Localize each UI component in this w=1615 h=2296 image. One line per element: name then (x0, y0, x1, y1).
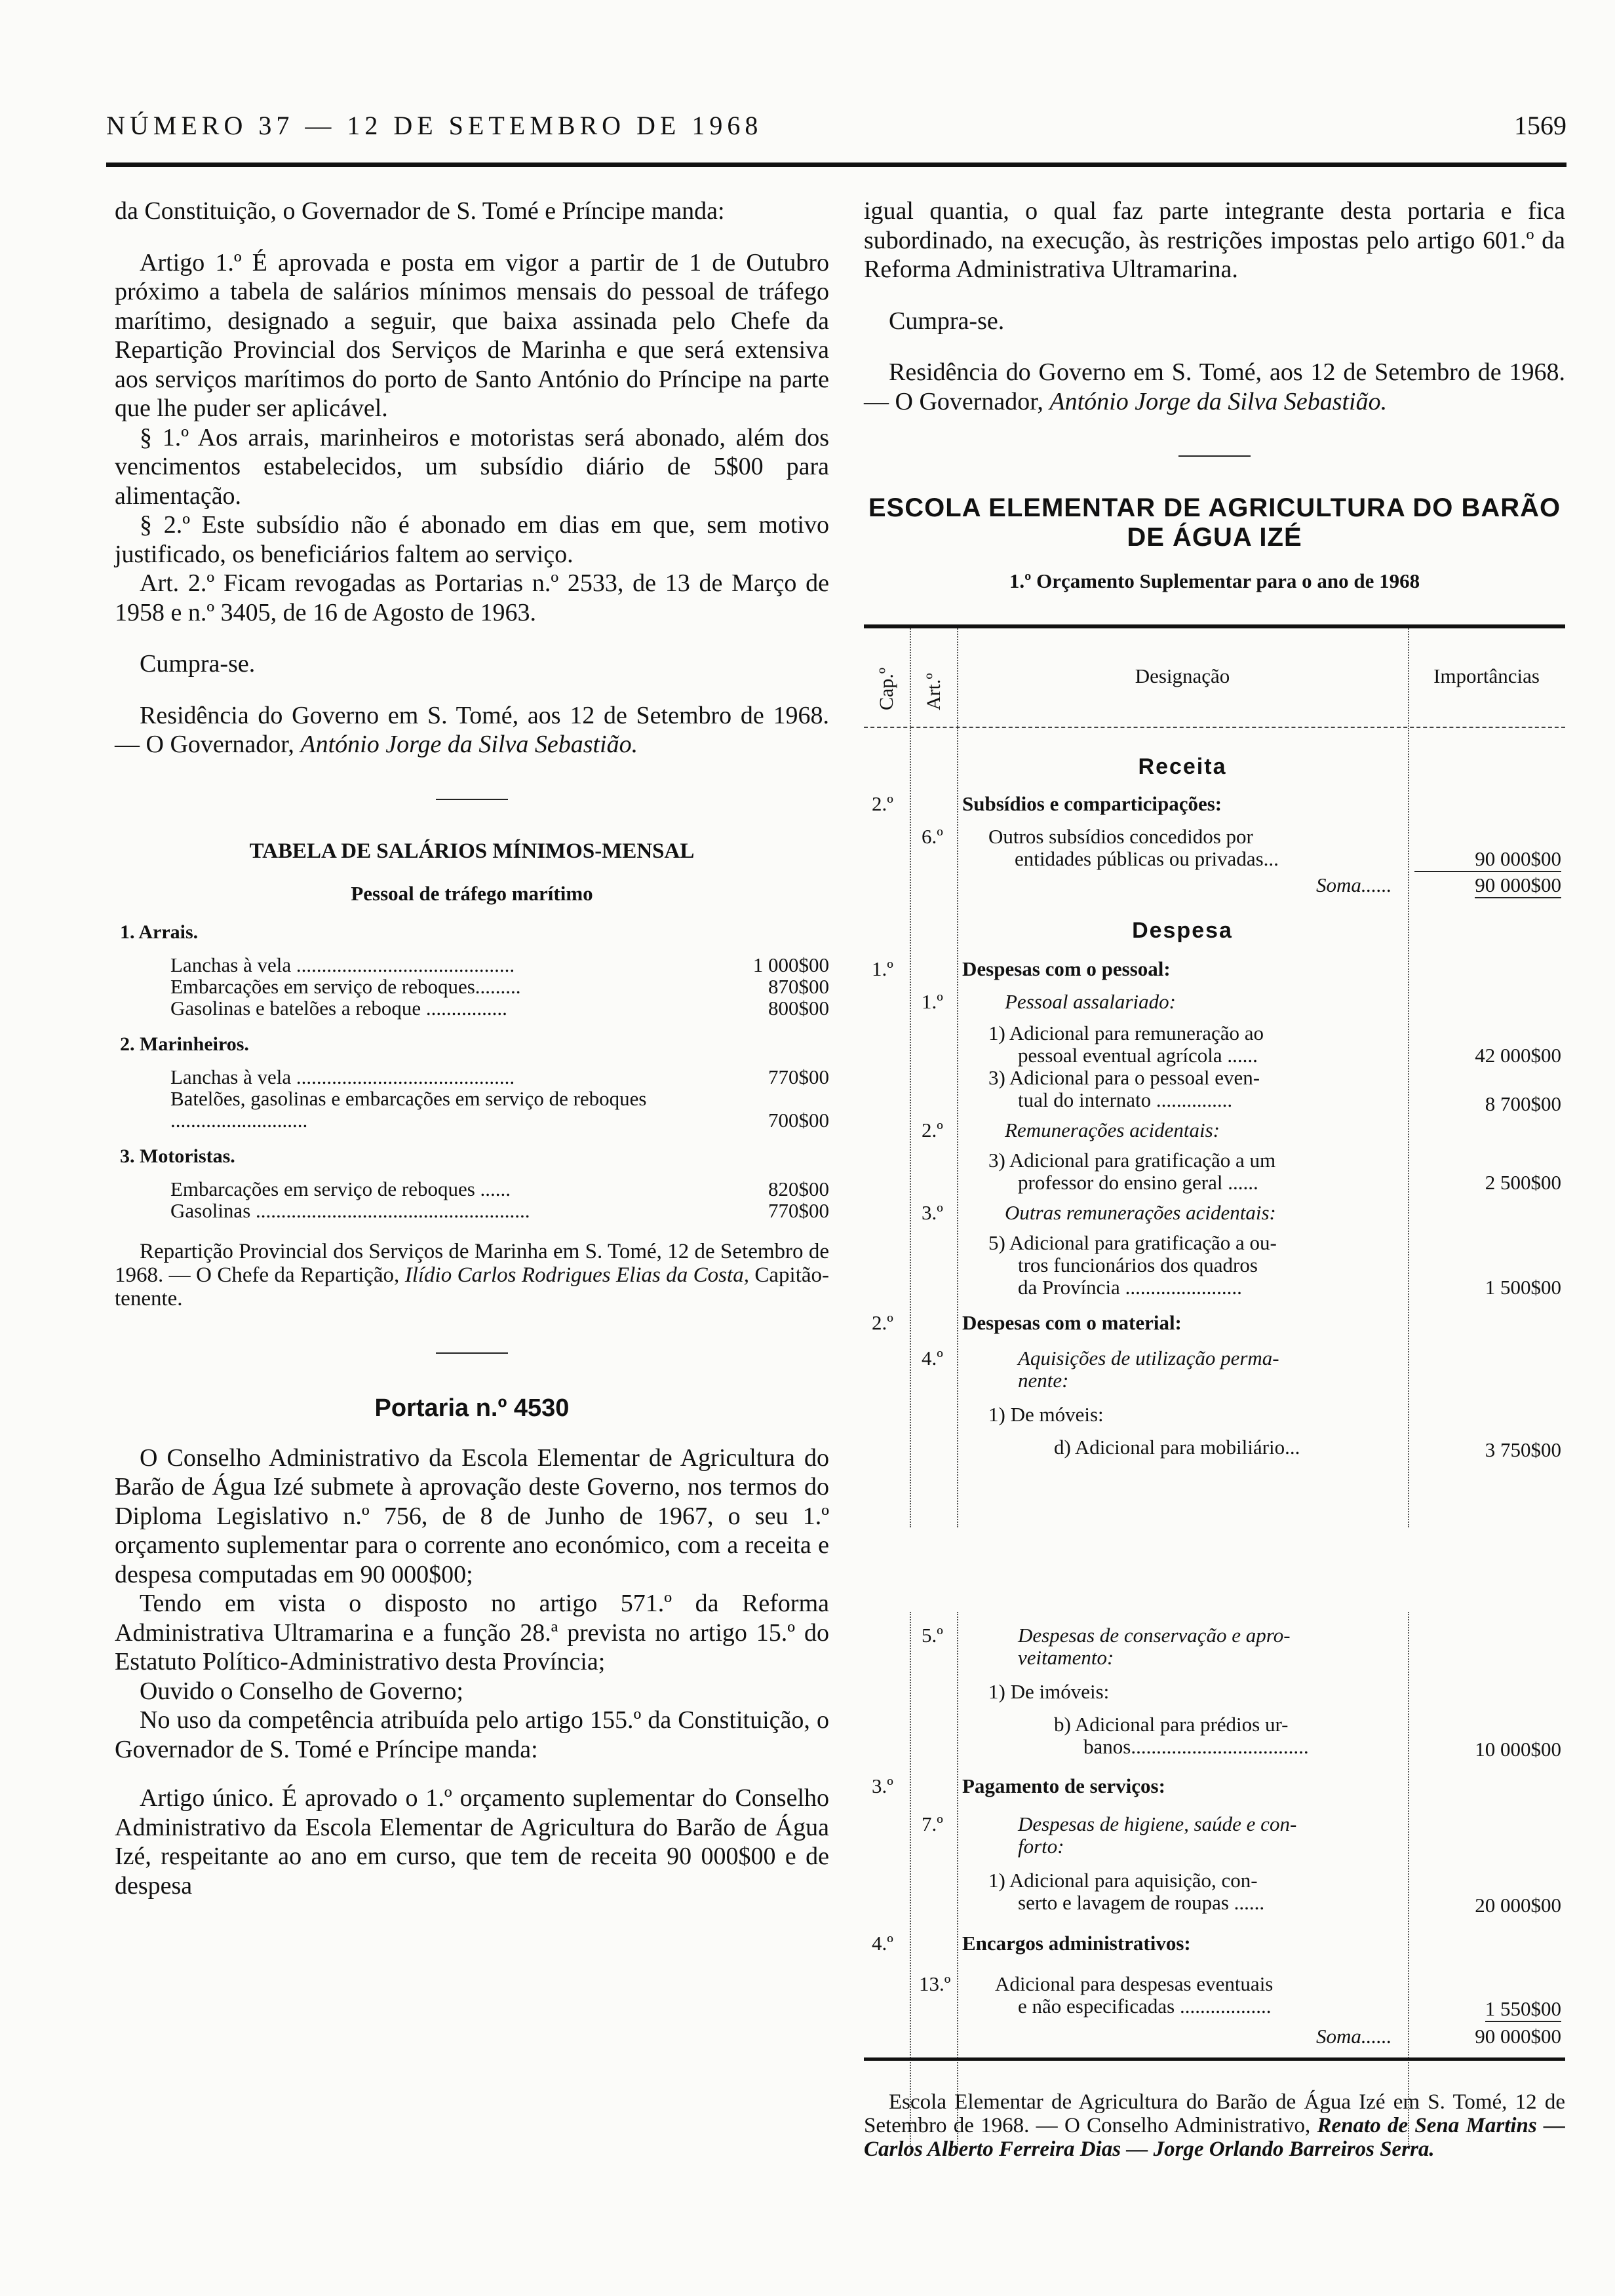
portaria-para-3: Ouvido o Conselho de Governo; (140, 1677, 463, 1705)
budget-table (864, 624, 1565, 1527)
left-column (115, 197, 829, 1900)
article-2: Art. 2.º Ficam revogadas as Portarias n.º 2533, de 13 de Março de 1958 e n.º 3405, de 16 de Agosto de 1963. (115, 569, 829, 626)
intro-paragraph: da Constituição, o Governador de S. Tomé e Príncipe manda: (115, 197, 725, 225)
portaria-article: Artigo único. É aprovado o 1.º orçamento suplementar do Conselho Administrativo da Escola Elementar de Agricultura do Barão de Água Izé, respeitante ao ano em curso, que tem de receita 90 000$00 e de despesa (115, 1784, 829, 1900)
governor-name: António Jorge da Silva Sebastião. (1049, 387, 1388, 415)
school-signature: Escola Elementar de Agricultura do Barão de Água Izé em S. Tomé, 12 de Setembro de 1968. — O Conselho Administrativo, Renato de Sena Martins — Carlos Alberto Ferreira Dias — Jorge Orlando Barreiros Serra. (864, 2090, 1566, 2161)
despesa-heading: Despesa (1132, 918, 1233, 943)
portaria-title: Portaria n.º 4530 (374, 1394, 570, 1422)
table-row: Embarcações em serviço de reboques......... 870$00 (170, 974, 829, 998)
section-heading: Despesas com o pessoal: (962, 957, 1171, 980)
cumpra-se: Cumpra-se. (140, 650, 256, 678)
table-row: Gasolinas e batelões a reboque ................ 800$00 (170, 996, 829, 1020)
category-arrais: 1. Arrais. (120, 921, 199, 943)
article-1: Artigo 1.º É aprovada e posta em vigor a partir de 1 de Outubro próximo a tabela de salários mínimos mensais do pessoal de tráfego marítimo, designado a seguir, que baixa assinada pelo Chefe da Repartição Provincial dos Serviços de Marinha e que será extensiva aos serviços marítimos do porto de Santo António do Príncipe na parte que lhe puder ser aplicável. (115, 248, 829, 422)
section-heading: Pagamento de serviços: (962, 1774, 1165, 1797)
header-rule (106, 163, 1566, 167)
category-marinheiros: 2. Marinheiros. (120, 1033, 249, 1055)
portaria-para-1: O Conselho Administrativo da Escola Elementar de Agricultura do Barão de Água Izé submete à aprovação deste Governo, nos termos do Diploma Legislativo n.º 756, de 8 de Junho de 1967, o seu 1.º orçamento suplementar para o corrente ano económico, com a receita e despesa computadas em 90 000$00; (115, 1444, 829, 1588)
paragraph-1: § 1.º Aos arrais, marinheiros e motoristas será abonado, além dos vencimentos estabelecidos, um subsídio diário de 5$00 para alimentação. (115, 423, 829, 510)
cumpra-se: Cumpra-se. (889, 307, 1005, 335)
portaria-para-2: Tendo em vista o disposto no artigo 571.º da Reforma Administrativa Ultramarina e a função 28.ª prevista no artigo 15.º do Estatuto Político-Administrativo desta Província; (115, 1590, 829, 1675)
budget-title: 1.º Orçamento Suplementar para o ano de 1968 (1009, 569, 1420, 592)
col-cap: Cap.º (876, 667, 897, 710)
page-number: 1569 (1514, 111, 1566, 140)
table-row: Lanchas à vela ........................................... 770$00 (170, 1065, 829, 1088)
receita-heading: Receita (1138, 754, 1227, 779)
issue-heading: NÚMERO 37 — 12 DE SETEMBRO DE 1968 (106, 111, 763, 140)
budget-table-continued: 5.º Despesas de conservação e apro- veitamento: 1) De imóveis: b) Adicional para prédios ur- banos................................... 10 000$00 3.º Pagamento de serviços: 7.º Despesas de higiene, saúde e con- forto: 1) Adicional para aquisição, con- serto e lavagem de roupas ...... 20 000$00 4.º Encargos administrativos: 13.º Adicional para despesas eventuais e não especificadas .................. 1 550$00 Soma...... 90 000$00 (864, 1612, 1565, 2149)
paragraph-2: § 2.º Este subsídio não é abonado em dias em que, sem motivo justificado, os beneficiários faltem ao serviço. (115, 511, 829, 568)
residence-line (115, 701, 829, 759)
section-heading: Encargos administrativos: (962, 1932, 1191, 1955)
salary-table-subtitle: Pessoal de tráfego marítimo (351, 881, 593, 905)
category-motoristas: 3. Motoristas. (120, 1145, 235, 1167)
section-heading: Subsídios e comparticipações: (962, 792, 1222, 815)
right-column (864, 197, 1565, 1527)
col-importancias: Importâncias (1433, 664, 1540, 687)
residence-text: Residência do Governo em S. Tomé, aos 12 de Setembro de 1968. — O Governador, (115, 701, 829, 758)
col-art: Art.º (923, 673, 944, 710)
table-row: Batelões, gasolinas e embarcações em serviço de reboques ........................... 700$00 (170, 1086, 829, 1132)
table-row: Embarcações em serviço de reboques ...... 820$00 (170, 1177, 829, 1200)
marinha-signature: Repartição Provincial dos Serviços de Marinha em S. Tomé, 12 de Setembro de 1968. — O Chefe da Repartição, Ilídio Carlos Rodrigues Elias da Costa, Capitão-tenente. (115, 1239, 830, 1311)
school-title: ESCOLA ELEMENTAR DE AGRICULTURA DO BARÃO DE ÁGUA IZÉ (868, 493, 1561, 552)
table-row: Lanchas à vela ........................................... 1 000$00 (170, 953, 829, 976)
col-designacao: Designação (1135, 664, 1230, 687)
governor-name: António Jorge da Silva Sebastião. (300, 731, 638, 758)
salary-table-title: TABELA DE SALÁRIOS MÍNIMOS-MENSAL (249, 839, 695, 863)
table-header (864, 628, 1565, 728)
salary-table (115, 920, 829, 1221)
residence-line: Residência do Governo em S. Tomé, aos 12 de Setembro de 1968. — O Governador, António Jorge da Silva Sebastião. (864, 358, 1565, 415)
page-header (106, 110, 1566, 143)
table-body: Receita 2.º Subsídios e comparticipações: 6.º Outros subsídios concedidos por entidades públicas ou privadas... 90 000$00 Soma...... 90 000$00 Despesa 1.º Despesas com o pessoal: 1.º Pessoal assalariado: 1) Adicional para remuneração ao pessoal eventual agrícola ...... 42 000$00 3) Adicional para o pessoal even- tual do internato ............... 8 700$00 2.º Remunerações acidentais: 3) Adicional para gratificação a um professor do ensino geral ...... 2 500$00 3.º Outras remunerações acidentais: 5) Adicional para gratificação a ou- tros funcionários dos quadros da Província ....................... 1 500$00 2.º Despesas com o material: 4.º Aquisições de utilização perma- nente: 1) De móveis: d) Adicional para mobiliário... 3 750$00 (864, 728, 1565, 1527)
table-row: Gasolinas ...................................................... 770$00 (170, 1198, 829, 1222)
portaria-para-4: No uso da competência atribuída pelo artigo 155.º da Constituição, o Governador de S. Tomé e Príncipe manda: (115, 1706, 829, 1763)
continuation-paragraph: igual quantia, o qual faz parte integrante desta portaria e fica subordinado, na execução, às restrições impostas pelo artigo 601.º da Reforma Administrativa Ultramarina. (864, 197, 1565, 283)
section-heading: Despesas com o material: (962, 1311, 1182, 1334)
